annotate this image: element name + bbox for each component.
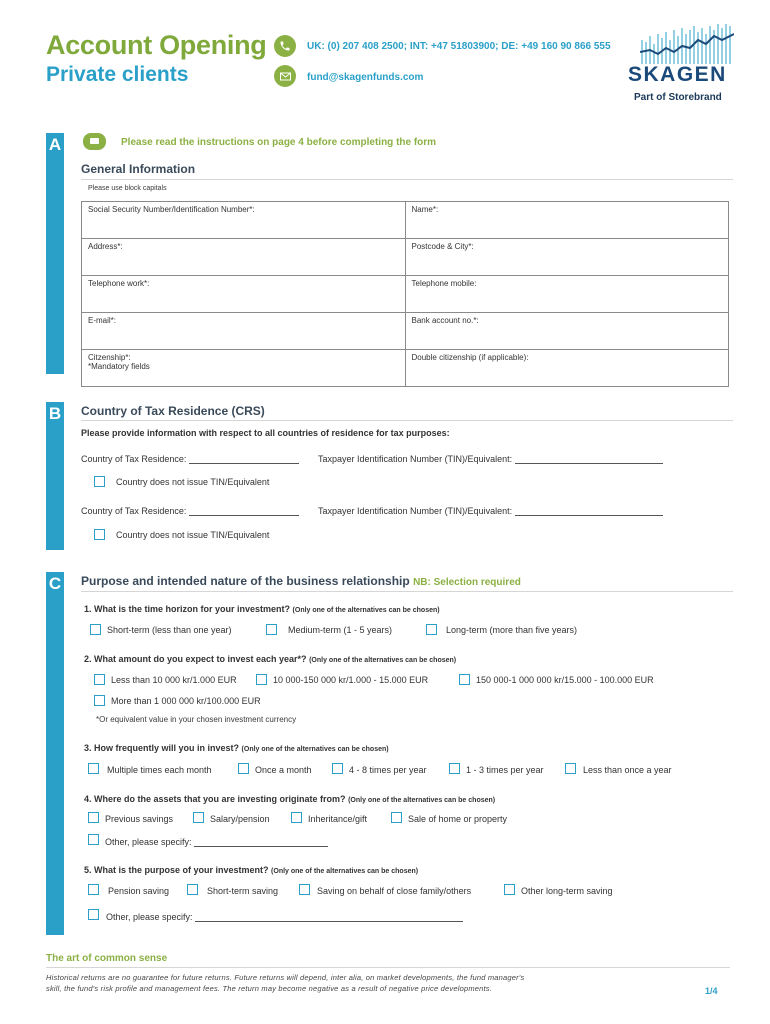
q3-option-4: 1 - 3 times per year bbox=[466, 765, 544, 775]
logo-subtitle: Part of Storebrand bbox=[634, 92, 722, 103]
section-a-letter: A bbox=[48, 135, 62, 154]
q4-option-1: Previous savings bbox=[105, 814, 174, 824]
q5-option-1-checkbox[interactable] bbox=[88, 884, 99, 895]
q4-option-2: Salary/pension bbox=[210, 814, 270, 824]
question-4: 4. Where do the assets that you are investing originate from? (Only one of the alternatives can be chosen) bbox=[84, 794, 496, 804]
tin-row-1: Taxpayer Identification Number (TIN)/Equivalent: bbox=[318, 453, 663, 464]
q2-option-2: 10 000-150 000 kr/1.000 - 15.000 EUR bbox=[273, 675, 429, 685]
q4-option-2-checkbox[interactable] bbox=[193, 812, 204, 823]
q2-option-3-checkbox[interactable] bbox=[459, 674, 470, 685]
q1-option-2: Medium-term (1 - 5 years) bbox=[288, 625, 393, 635]
skagen-logo-graph bbox=[640, 22, 734, 64]
q3-option-3-checkbox[interactable] bbox=[332, 763, 343, 774]
q2-option-1-checkbox[interactable] bbox=[94, 674, 105, 685]
q4-other-input[interactable] bbox=[194, 836, 328, 847]
section-c-bar bbox=[46, 572, 64, 935]
q4-option-3: Inheritance/gift bbox=[308, 814, 368, 824]
q2-option-4-checkbox[interactable] bbox=[94, 695, 105, 706]
q2-option-4: More than 1 000 000 kr/100.000 EUR bbox=[111, 696, 261, 706]
q4-other-checkbox[interactable] bbox=[88, 834, 99, 845]
q5-option-4-checkbox[interactable] bbox=[504, 884, 515, 895]
q5-other-row: Other, please specify: bbox=[106, 911, 463, 922]
q3-option-3: 4 - 8 times per year bbox=[349, 765, 427, 775]
purpose-heading: Purpose and intended nature of the business relationship NB: Selection required bbox=[81, 574, 521, 588]
page-number: 1/4 bbox=[705, 986, 718, 996]
footer-slogan: The art of common sense bbox=[46, 953, 168, 964]
q1-option-3: Long-term (more than five years) bbox=[446, 625, 578, 635]
q5-option-2-checkbox[interactable] bbox=[187, 884, 198, 895]
crs-row-1: Country of Tax Residence: bbox=[81, 453, 299, 464]
no-tin-2-label: Country does not issue TIN/Equivalent bbox=[116, 530, 270, 540]
section-a-bar bbox=[46, 133, 64, 374]
telephone-work-field[interactable]: Telephone work*: bbox=[82, 276, 406, 313]
q5-option-3: Saving on behalf of close family/others bbox=[317, 886, 472, 896]
phone-numbers: UK: (0) 207 408 2500; INT: +47 51803900; DE: +49 160 90 866 555 bbox=[307, 41, 611, 52]
q5-option-4: Other long-term saving bbox=[521, 886, 613, 896]
section-b-bar bbox=[46, 402, 64, 550]
no-tin-1-label: Country does not issue TIN/Equivalent bbox=[116, 477, 270, 487]
q3-option-5-checkbox[interactable] bbox=[565, 763, 576, 774]
q1-option-1: Short-term (less than one year) bbox=[107, 625, 232, 635]
q1-short-term-checkbox[interactable] bbox=[90, 624, 101, 635]
q3-option-1-checkbox[interactable] bbox=[88, 763, 99, 774]
question-3: 3. How frequently will you in invest? (Only one of the alternatives can be chosen) bbox=[84, 743, 389, 753]
country-1-input[interactable] bbox=[189, 453, 299, 464]
q4-option-4: Sale of home or property bbox=[408, 814, 508, 824]
q5-other-input[interactable] bbox=[195, 911, 463, 922]
general-info-table bbox=[81, 201, 729, 387]
country-2-input[interactable] bbox=[189, 505, 299, 516]
crs-intro: Please provide information with respect to all countries of residence for tax purposes: bbox=[81, 428, 450, 438]
email-field[interactable]: E-mail*: bbox=[82, 313, 406, 350]
crs-heading: Country of Tax Residence (CRS) bbox=[81, 404, 265, 418]
question-1: 1. What is the time horizon for your investment? (Only one of the alternatives can be chosen) bbox=[84, 604, 440, 614]
selection-required-note: NB: Selection required bbox=[413, 577, 521, 588]
no-tin-2-checkbox[interactable] bbox=[94, 529, 105, 540]
footer-divider bbox=[46, 967, 730, 968]
currency-footnote: *Or equivalent value in your chosen investment currency bbox=[96, 715, 297, 724]
q2-option-3: 150 000-1 000 000 kr/15.000 - 100.000 EUR bbox=[476, 675, 654, 685]
page-title: Account Opening bbox=[46, 30, 267, 60]
bank-account-field[interactable]: Bank account no.*: bbox=[405, 313, 729, 350]
general-info-heading: General Information bbox=[81, 162, 196, 176]
divider bbox=[81, 179, 733, 180]
phone-icon bbox=[274, 35, 296, 57]
email-icon bbox=[274, 65, 296, 87]
q1-long-term-checkbox[interactable] bbox=[426, 624, 437, 635]
q3-option-2-checkbox[interactable] bbox=[238, 763, 249, 774]
q2-option-2-checkbox[interactable] bbox=[256, 674, 267, 685]
q3-option-1: Multiple times each month bbox=[107, 765, 212, 775]
telephone-mobile-field[interactable]: Telephone mobile: bbox=[405, 276, 729, 313]
name-field[interactable]: Name*: bbox=[405, 202, 729, 239]
q4-option-4-checkbox[interactable] bbox=[391, 812, 402, 823]
postcode-city-field[interactable]: Postcode & City*: bbox=[405, 239, 729, 276]
divider bbox=[81, 420, 733, 421]
q4-other-row: Other, please specify: bbox=[105, 836, 328, 847]
mandatory-note: *Mandatory fields bbox=[88, 362, 150, 371]
q5-option-2: Short-term saving bbox=[207, 886, 279, 896]
block-capitals-note: Please use block capitals bbox=[88, 185, 167, 192]
no-tin-1-checkbox[interactable] bbox=[94, 476, 105, 487]
q2-option-1: Less than 10 000 kr/1.000 EUR bbox=[111, 675, 237, 685]
crs-row-2: Country of Tax Residence: bbox=[81, 505, 299, 516]
footer-disclaimer: Historical returns are no guarantee for future returns. Future returns will depend, inter alia, on market developments, the fund manager's skill, the fund's risk profile and management fees. The return may become negative as a result of negative price developments. bbox=[46, 973, 525, 993]
section-b-letter: B bbox=[48, 404, 62, 423]
page-subtitle: Private clients bbox=[46, 63, 189, 86]
tin-1-input[interactable] bbox=[515, 453, 663, 464]
q3-option-5: Less than once a year bbox=[583, 765, 672, 775]
q5-other-checkbox[interactable] bbox=[88, 909, 99, 920]
q5-option-3-checkbox[interactable] bbox=[299, 884, 310, 895]
section-c-letter: C bbox=[48, 574, 62, 593]
q4-option-3-checkbox[interactable] bbox=[291, 812, 302, 823]
divider bbox=[81, 591, 733, 592]
question-5: 5. What is the purpose of your investment? (Only one of the alternatives can be chosen) bbox=[84, 865, 419, 875]
instruction-text: Please read the instructions on page 4 before completing the form bbox=[121, 137, 437, 148]
tin-2-input[interactable] bbox=[515, 505, 663, 516]
double-citizenship-field[interactable]: Double citizenship (if applicable): bbox=[405, 350, 729, 387]
q3-option-4-checkbox[interactable] bbox=[449, 763, 460, 774]
info-icon bbox=[83, 133, 106, 150]
q5-option-1: Pension saving bbox=[108, 886, 170, 896]
citizenship-field[interactable]: Citzenship*: bbox=[82, 350, 406, 387]
skagen-logo: SKAGEN bbox=[628, 63, 727, 86]
question-2: 2. What amount do you expect to invest each year*? (Only one of the alternatives can be chosen) bbox=[84, 654, 457, 664]
ssn-field[interactable]: Social Security Number/Identification Number*: bbox=[82, 202, 406, 239]
tin-row-2: Taxpayer Identification Number (TIN)/Equivalent: bbox=[318, 505, 663, 516]
email-address[interactable]: fund@skagenfunds.com bbox=[307, 72, 424, 83]
q3-option-2: Once a month bbox=[255, 765, 312, 775]
q4-option-1-checkbox[interactable] bbox=[88, 812, 99, 823]
q1-medium-term-checkbox[interactable] bbox=[266, 624, 277, 635]
address-field[interactable]: Address*: bbox=[82, 239, 406, 276]
